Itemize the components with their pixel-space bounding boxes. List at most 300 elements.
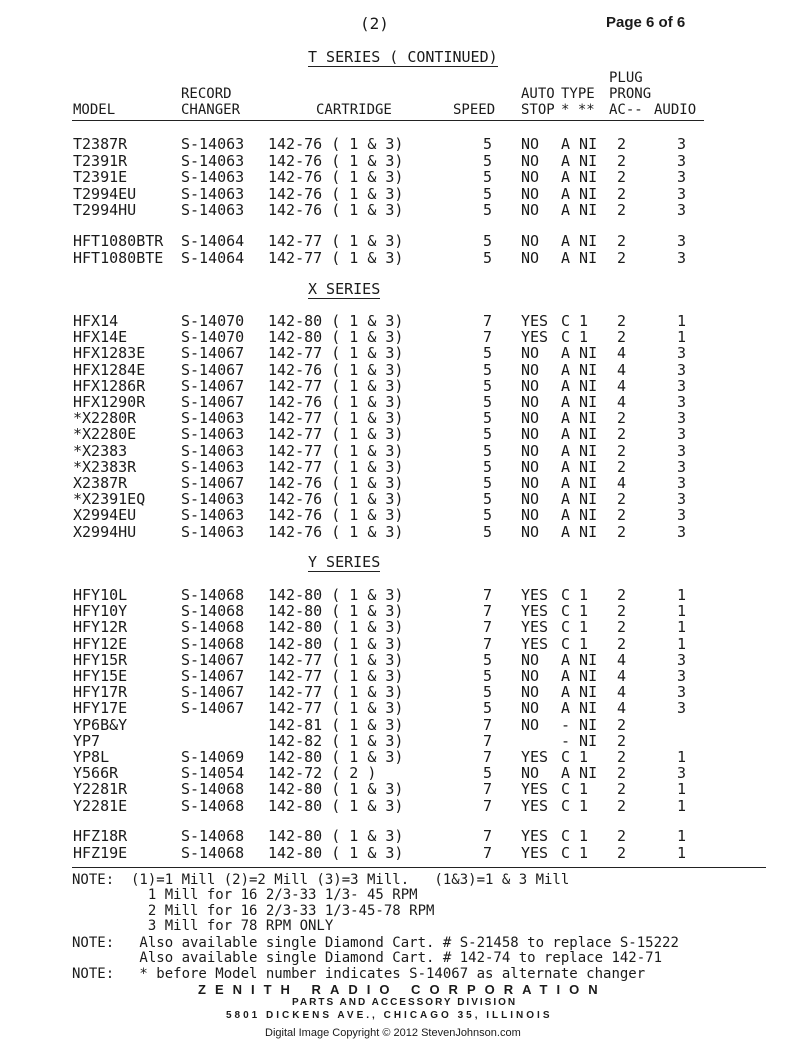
speed-cell: 7 bbox=[483, 715, 493, 734]
cartridge-cell: 142-80 ( 1 & 3) bbox=[268, 602, 404, 621]
type-cell: A NI bbox=[561, 376, 598, 395]
plug-audio-cell: 3 bbox=[677, 168, 687, 186]
note-line: 2 Mill for 16 2/3-33 1/3-45-78 RPM bbox=[72, 903, 435, 919]
cartridge-cell: 142-77 ( 1 & 3) bbox=[268, 344, 404, 363]
model-cell: T2387R bbox=[73, 135, 128, 153]
plug-ac-cell: 2 bbox=[617, 490, 627, 509]
table-row bbox=[0, 748, 800, 764]
type-cell: C 1 bbox=[561, 312, 589, 330]
table-row bbox=[0, 780, 800, 799]
table-row bbox=[0, 312, 800, 328]
speed-cell: 5 bbox=[483, 248, 493, 267]
model-cell: T2994HU bbox=[73, 201, 137, 219]
plug-ac-cell: 2 bbox=[617, 796, 627, 815]
cartridge-cell: 142-80 ( 1 & 3) bbox=[268, 780, 404, 799]
model-cell: HFT1080BTE bbox=[73, 248, 164, 267]
changer-cell: S-14063 bbox=[181, 201, 245, 219]
cartridge-cell: 142-76 ( 1 & 3) bbox=[268, 151, 404, 170]
plug-ac-cell: 4 bbox=[617, 667, 627, 685]
header-stop: STOP bbox=[521, 102, 555, 118]
table-row bbox=[0, 699, 800, 718]
type-cell: A NI bbox=[561, 232, 598, 250]
speed-cell: 5 bbox=[483, 135, 493, 153]
note-line: 3 Mill for 78 RPM ONLY bbox=[72, 918, 334, 934]
plug-ac-cell: 2 bbox=[617, 506, 627, 525]
plug-ac-cell: 2 bbox=[617, 441, 627, 460]
plug-ac-cell: 2 bbox=[617, 634, 627, 653]
note-line: 1 Mill for 16 2/3-33 1/3- 45 RPM bbox=[72, 887, 418, 903]
speed-cell: 5 bbox=[483, 360, 493, 379]
plug-ac-cell: 2 bbox=[617, 201, 627, 219]
plug-ac-cell: 2 bbox=[617, 425, 627, 444]
type-cell: A NI bbox=[561, 522, 598, 541]
model-cell: HFY12R bbox=[73, 618, 128, 637]
header-audio: AUDIO bbox=[654, 102, 697, 118]
plug-audio-cell: 3 bbox=[677, 425, 687, 444]
table-row bbox=[0, 185, 800, 201]
speed-cell: 5 bbox=[483, 699, 493, 718]
table-row bbox=[0, 201, 800, 217]
plug-ac-cell: 4 bbox=[617, 393, 627, 411]
table-row bbox=[0, 458, 800, 474]
header-prong: PRONG bbox=[609, 86, 652, 102]
cartridge-cell: 142-80 ( 1 & 3) bbox=[268, 634, 404, 653]
model-cell: *X2383R bbox=[73, 457, 137, 476]
changer-cell: S-14067 bbox=[181, 474, 245, 492]
speed-cell: 5 bbox=[483, 667, 493, 685]
plug-ac-cell: 2 bbox=[617, 409, 627, 428]
table-row bbox=[0, 232, 800, 248]
note-line: NOTE: * before Model number indicates S-14067 as alternate changer bbox=[72, 966, 646, 982]
changer-cell: S-14054 bbox=[181, 764, 245, 783]
type-cell: A NI bbox=[561, 490, 598, 509]
type-cell: C 1 bbox=[561, 796, 589, 815]
speed-cell: 5 bbox=[483, 201, 493, 219]
plug-audio-cell: 1 bbox=[677, 843, 687, 862]
model-cell: YP6B&Y bbox=[73, 715, 128, 734]
changer-cell: S-14068 bbox=[181, 843, 245, 862]
cartridge-cell: 142-76 ( 1 & 3) bbox=[268, 490, 404, 509]
table-row bbox=[0, 586, 800, 602]
model-cell: HFX1290R bbox=[73, 393, 146, 411]
changer-cell: S-14063 bbox=[181, 506, 245, 525]
model-cell: *X2391EQ bbox=[73, 490, 146, 509]
table-row bbox=[0, 442, 800, 458]
section-title-y-series: Y SERIES bbox=[308, 553, 381, 571]
type-cell: A NI bbox=[561, 650, 598, 669]
footer-copyright: Digital Image Copyright © 2012 StevenJohnson.com bbox=[265, 1027, 521, 1039]
auto-stop-cell: NO bbox=[521, 393, 540, 411]
type-cell: C 1 bbox=[561, 843, 589, 862]
auto-stop-cell: YES bbox=[521, 586, 549, 604]
table-row bbox=[0, 328, 800, 347]
footer-division: PARTS AND ACCESSORY DIVISION bbox=[292, 997, 518, 1008]
plug-audio-cell: 3 bbox=[677, 457, 687, 476]
auto-stop-cell: NO bbox=[521, 201, 540, 219]
speed-cell: 5 bbox=[483, 683, 493, 702]
changer-cell: S-14063 bbox=[181, 441, 245, 460]
plug-audio-cell: 3 bbox=[677, 135, 687, 153]
plug-ac-cell: 4 bbox=[617, 474, 627, 492]
type-cell: - NI bbox=[561, 715, 598, 734]
model-cell: HFZ19E bbox=[73, 843, 128, 862]
auto-stop-cell: NO bbox=[521, 151, 540, 170]
table-row bbox=[0, 523, 800, 539]
speed-cell: 7 bbox=[483, 748, 493, 766]
changer-cell: S-14067 bbox=[181, 344, 245, 363]
cartridge-cell: 142-76 ( 1 & 3) bbox=[268, 168, 404, 186]
auto-stop-cell: NO bbox=[521, 441, 540, 460]
changer-cell: S-14068 bbox=[181, 780, 245, 799]
plug-ac-cell: 2 bbox=[617, 715, 627, 734]
header-ac: AC-- bbox=[609, 102, 643, 118]
type-cell: A NI bbox=[561, 474, 598, 492]
changer-cell: S-14068 bbox=[181, 618, 245, 637]
table-row bbox=[0, 409, 800, 428]
auto-stop-cell: YES bbox=[521, 328, 549, 347]
plug-ac-cell: 2 bbox=[617, 602, 627, 621]
plug-audio-cell: 3 bbox=[677, 764, 687, 783]
type-cell: A NI bbox=[561, 393, 598, 411]
plug-audio-cell: 3 bbox=[677, 232, 687, 250]
auto-stop-cell: YES bbox=[521, 827, 549, 845]
cartridge-cell: 142-72 ( 2 ) bbox=[268, 764, 377, 783]
table-row bbox=[0, 797, 800, 813]
speed-cell: 5 bbox=[483, 506, 493, 525]
plug-ac-cell: 2 bbox=[617, 764, 627, 783]
table-row bbox=[0, 152, 800, 168]
changer-cell: S-14063 bbox=[181, 522, 245, 541]
model-cell: HFY10Y bbox=[73, 602, 128, 621]
changer-cell: S-14070 bbox=[181, 328, 245, 347]
page-number: (2) bbox=[360, 14, 389, 33]
plug-ac-cell: 2 bbox=[617, 135, 627, 153]
plug-ac-cell: 4 bbox=[617, 650, 627, 669]
plug-audio-cell: 1 bbox=[677, 780, 687, 799]
auto-stop-cell: NO bbox=[521, 474, 540, 492]
auto-stop-cell: NO bbox=[521, 409, 540, 428]
auto-stop-cell: NO bbox=[521, 184, 540, 203]
changer-cell: S-14069 bbox=[181, 748, 245, 766]
model-cell: HFY17R bbox=[73, 683, 128, 702]
plug-ac-cell: 2 bbox=[617, 184, 627, 203]
model-cell: YP7 bbox=[73, 731, 101, 750]
cartridge-cell: 142-77 ( 1 & 3) bbox=[268, 650, 404, 669]
notes-rule bbox=[72, 867, 766, 868]
auto-stop-cell: NO bbox=[521, 506, 540, 525]
speed-cell: 7 bbox=[483, 602, 493, 621]
auto-stop-cell: NO bbox=[521, 650, 540, 669]
type-cell: A NI bbox=[561, 151, 598, 170]
table-row bbox=[0, 602, 800, 621]
type-cell: A NI bbox=[561, 683, 598, 702]
cartridge-cell: 142-77 ( 1 & 3) bbox=[268, 699, 404, 718]
header-type: TYPE bbox=[561, 86, 595, 102]
table-row bbox=[0, 844, 800, 860]
cartridge-cell: 142-77 ( 1 & 3) bbox=[268, 667, 404, 685]
footer-address: 5801 DICKENS AVE., CHICAGO 35, ILLINOIS bbox=[226, 1010, 553, 1021]
auto-stop-cell: NO bbox=[521, 699, 540, 718]
model-cell: HFX14E bbox=[73, 328, 128, 347]
table-row bbox=[0, 764, 800, 783]
speed-cell: 5 bbox=[483, 522, 493, 541]
changer-cell: S-14067 bbox=[181, 667, 245, 685]
speed-cell: 7 bbox=[483, 796, 493, 815]
changer-cell: S-14063 bbox=[181, 184, 245, 203]
plug-ac-cell: 2 bbox=[617, 168, 627, 186]
type-cell: A NI bbox=[561, 667, 598, 685]
header-auto: AUTO bbox=[521, 86, 555, 102]
changer-cell: S-14067 bbox=[181, 699, 245, 718]
cartridge-cell: 142-81 ( 1 & 3) bbox=[268, 715, 404, 734]
plug-ac-cell: 2 bbox=[617, 457, 627, 476]
speed-cell: 7 bbox=[483, 843, 493, 862]
type-cell: C 1 bbox=[561, 328, 589, 347]
plug-ac-cell: 4 bbox=[617, 360, 627, 379]
model-cell: HFX1284E bbox=[73, 360, 146, 379]
model-cell: Y2281R bbox=[73, 780, 128, 799]
auto-stop-cell: YES bbox=[521, 634, 549, 653]
note-line: NOTE: (1)=1 Mill (2)=2 Mill (3)=3 Mill. (1&3)=1 & 3 Mill bbox=[72, 872, 570, 888]
table-row bbox=[0, 506, 800, 525]
plug-ac-cell: 2 bbox=[617, 522, 627, 541]
plug-ac-cell: 2 bbox=[617, 312, 627, 330]
plug-audio-cell: 3 bbox=[677, 683, 687, 702]
changer-cell: S-14067 bbox=[181, 650, 245, 669]
speed-cell: 5 bbox=[483, 490, 493, 509]
page-of-indicator: Page 6 of 6 bbox=[606, 14, 686, 31]
model-cell: X2387R bbox=[73, 474, 128, 492]
model-cell: *X2280E bbox=[73, 425, 137, 444]
plug-audio-cell: 3 bbox=[677, 699, 687, 718]
table-row bbox=[0, 827, 800, 843]
cartridge-cell: 142-77 ( 1 & 3) bbox=[268, 683, 404, 702]
speed-cell: 5 bbox=[483, 474, 493, 492]
speed-cell: 7 bbox=[483, 731, 493, 750]
type-cell: C 1 bbox=[561, 618, 589, 637]
cartridge-cell: 142-77 ( 1 & 3) bbox=[268, 232, 404, 250]
cartridge-cell: 142-80 ( 1 & 3) bbox=[268, 618, 404, 637]
plug-audio-cell: 3 bbox=[677, 667, 687, 685]
table-row bbox=[0, 474, 800, 490]
auto-stop-cell: YES bbox=[521, 602, 549, 621]
changer-cell: S-14063 bbox=[181, 168, 245, 186]
plug-audio-cell: 3 bbox=[677, 360, 687, 379]
plug-ac-cell: 2 bbox=[617, 827, 627, 845]
speed-cell: 5 bbox=[483, 457, 493, 476]
cartridge-cell: 142-76 ( 1 & 3) bbox=[268, 474, 404, 492]
plug-audio-cell: 1 bbox=[677, 586, 687, 604]
model-cell: T2994EU bbox=[73, 184, 137, 203]
auto-stop-cell: NO bbox=[521, 457, 540, 476]
speed-cell: 7 bbox=[483, 586, 493, 604]
plug-ac-cell: 4 bbox=[617, 699, 627, 718]
table-row bbox=[0, 344, 800, 363]
plug-ac-cell: 4 bbox=[617, 683, 627, 702]
plug-audio-cell: 3 bbox=[677, 650, 687, 669]
header-changer: CHANGER bbox=[181, 102, 241, 118]
speed-cell: 5 bbox=[483, 232, 493, 250]
speed-cell: 7 bbox=[483, 634, 493, 653]
model-cell: Y566R bbox=[73, 764, 119, 783]
auto-stop-cell: YES bbox=[521, 748, 549, 766]
changer-cell: S-14068 bbox=[181, 634, 245, 653]
changer-cell: S-14063 bbox=[181, 151, 245, 170]
header-speed: SPEED bbox=[453, 102, 496, 118]
plug-ac-cell: 2 bbox=[617, 748, 627, 766]
auto-stop-cell: NO bbox=[521, 667, 540, 685]
model-cell: *X2280R bbox=[73, 409, 137, 428]
plug-ac-cell: 2 bbox=[617, 780, 627, 799]
changer-cell: S-14068 bbox=[181, 602, 245, 621]
auto-stop-cell: NO bbox=[521, 168, 540, 186]
plug-audio-cell: 3 bbox=[677, 376, 687, 395]
auto-stop-cell: NO bbox=[521, 490, 540, 509]
cartridge-cell: 142-76 ( 1 & 3) bbox=[268, 506, 404, 525]
model-cell: T2391R bbox=[73, 151, 128, 170]
type-cell: A NI bbox=[561, 248, 598, 267]
section-title-x-series: X SERIES bbox=[308, 280, 381, 298]
plug-ac-cell: 2 bbox=[617, 328, 627, 347]
cartridge-cell: 142-77 ( 1 & 3) bbox=[268, 457, 404, 476]
note-line: Also available single Diamond Cart. # 142-74 to replace 142-71 bbox=[72, 950, 663, 966]
auto-stop-cell: YES bbox=[521, 780, 549, 799]
model-cell: Y2281E bbox=[73, 796, 128, 815]
auto-stop-cell: NO bbox=[521, 344, 540, 363]
plug-audio-cell: 1 bbox=[677, 796, 687, 815]
auto-stop-cell: NO bbox=[521, 764, 540, 783]
speed-cell: 5 bbox=[483, 441, 493, 460]
model-cell: HFT1080BTR bbox=[73, 232, 164, 250]
speed-cell: 5 bbox=[483, 168, 493, 186]
plug-ac-cell: 2 bbox=[617, 731, 627, 750]
plug-audio-cell: 3 bbox=[677, 409, 687, 428]
changer-cell: S-14067 bbox=[181, 393, 245, 411]
type-cell: A NI bbox=[561, 184, 598, 203]
plug-audio-cell: 3 bbox=[677, 506, 687, 525]
model-cell: *X2383 bbox=[73, 441, 128, 460]
speed-cell: 7 bbox=[483, 618, 493, 637]
header-plug: PLUG bbox=[609, 70, 643, 86]
plug-audio-cell: 1 bbox=[677, 634, 687, 653]
model-cell: X2994EU bbox=[73, 506, 137, 525]
plug-audio-cell: 1 bbox=[677, 328, 687, 347]
changer-cell: S-14068 bbox=[181, 796, 245, 815]
table-row bbox=[0, 716, 800, 732]
model-cell: HFY17E bbox=[73, 699, 128, 718]
auto-stop-cell: NO bbox=[521, 232, 540, 250]
auto-stop-cell: YES bbox=[521, 312, 549, 330]
table-row bbox=[0, 635, 800, 651]
auto-stop-cell: NO bbox=[521, 522, 540, 541]
auto-stop-cell: YES bbox=[521, 618, 549, 637]
header-rule bbox=[72, 120, 704, 121]
speed-cell: 5 bbox=[483, 409, 493, 428]
type-cell: C 1 bbox=[561, 634, 589, 653]
plug-audio-cell: 3 bbox=[677, 344, 687, 363]
model-cell: HFX14 bbox=[73, 312, 119, 330]
plug-audio-cell: 3 bbox=[677, 522, 687, 541]
cartridge-cell: 142-77 ( 1 & 3) bbox=[268, 409, 404, 428]
table-row bbox=[0, 249, 800, 265]
changer-cell: S-14068 bbox=[181, 586, 245, 604]
cartridge-cell: 142-80 ( 1 & 3) bbox=[268, 796, 404, 815]
cartridge-cell: 142-80 ( 1 & 3) bbox=[268, 328, 404, 347]
plug-audio-cell: 3 bbox=[677, 248, 687, 267]
note-line: NOTE: Also available single Diamond Cart. # S-21458 to replace S-15222 bbox=[72, 935, 679, 951]
plug-ac-cell: 2 bbox=[617, 232, 627, 250]
cartridge-cell: 142-80 ( 1 & 3) bbox=[268, 586, 404, 604]
model-cell: HFY15E bbox=[73, 667, 128, 685]
type-cell: A NI bbox=[561, 135, 598, 153]
type-cell: - NI bbox=[561, 731, 598, 750]
cartridge-cell: 142-77 ( 1 & 3) bbox=[268, 376, 404, 395]
table-row bbox=[0, 683, 800, 702]
auto-stop-cell: YES bbox=[521, 796, 549, 815]
header-type-marks: * ** bbox=[561, 102, 595, 118]
cartridge-cell: 142-76 ( 1 & 3) bbox=[268, 393, 404, 411]
type-cell: A NI bbox=[561, 506, 598, 525]
type-cell: C 1 bbox=[561, 827, 589, 845]
section-title-t-series: T SERIES ( CONTINUED) bbox=[308, 48, 498, 66]
cartridge-cell: 142-76 ( 1 & 3) bbox=[268, 360, 404, 379]
speed-cell: 7 bbox=[483, 780, 493, 799]
type-cell: A NI bbox=[561, 699, 598, 718]
auto-stop-cell: NO bbox=[521, 425, 540, 444]
changer-cell: S-14063 bbox=[181, 409, 245, 428]
changer-cell: S-14063 bbox=[181, 425, 245, 444]
speed-cell: 5 bbox=[483, 184, 493, 203]
cartridge-cell: 142-77 ( 1 & 3) bbox=[268, 425, 404, 444]
model-cell: HFZ18R bbox=[73, 827, 128, 845]
type-cell: A NI bbox=[561, 344, 598, 363]
changer-cell: S-14070 bbox=[181, 312, 245, 330]
model-cell: HFY10L bbox=[73, 586, 128, 604]
plug-ac-cell: 2 bbox=[617, 618, 627, 637]
speed-cell: 5 bbox=[483, 376, 493, 395]
table-row bbox=[0, 490, 800, 509]
cartridge-cell: 142-76 ( 1 & 3) bbox=[268, 135, 404, 153]
model-cell: HFY12E bbox=[73, 634, 128, 653]
plug-ac-cell: 2 bbox=[617, 151, 627, 170]
auto-stop-cell: NO bbox=[521, 683, 540, 702]
type-cell: A NI bbox=[561, 764, 598, 783]
table-row bbox=[0, 377, 800, 393]
speed-cell: 7 bbox=[483, 328, 493, 347]
cartridge-cell: 142-80 ( 1 & 3) bbox=[268, 748, 404, 766]
plug-ac-cell: 2 bbox=[617, 248, 627, 267]
speed-cell: 5 bbox=[483, 650, 493, 669]
model-cell: YP8L bbox=[73, 748, 110, 766]
plug-audio-cell: 3 bbox=[677, 441, 687, 460]
plug-audio-cell: 3 bbox=[677, 474, 687, 492]
table-row bbox=[0, 618, 800, 637]
type-cell: C 1 bbox=[561, 586, 589, 604]
cartridge-cell: 142-76 ( 1 & 3) bbox=[268, 522, 404, 541]
changer-cell: S-14063 bbox=[181, 135, 245, 153]
plug-audio-cell: 3 bbox=[677, 393, 687, 411]
plug-audio-cell: 1 bbox=[677, 312, 687, 330]
plug-audio-cell: 3 bbox=[677, 151, 687, 170]
changer-cell: S-14067 bbox=[181, 360, 245, 379]
type-cell: C 1 bbox=[561, 602, 589, 621]
speed-cell: 7 bbox=[483, 827, 493, 845]
model-cell: T2391E bbox=[73, 168, 128, 186]
header-record: RECORD bbox=[181, 86, 232, 102]
plug-ac-cell: 2 bbox=[617, 843, 627, 862]
changer-cell: S-14064 bbox=[181, 232, 245, 250]
table-row bbox=[0, 425, 800, 444]
